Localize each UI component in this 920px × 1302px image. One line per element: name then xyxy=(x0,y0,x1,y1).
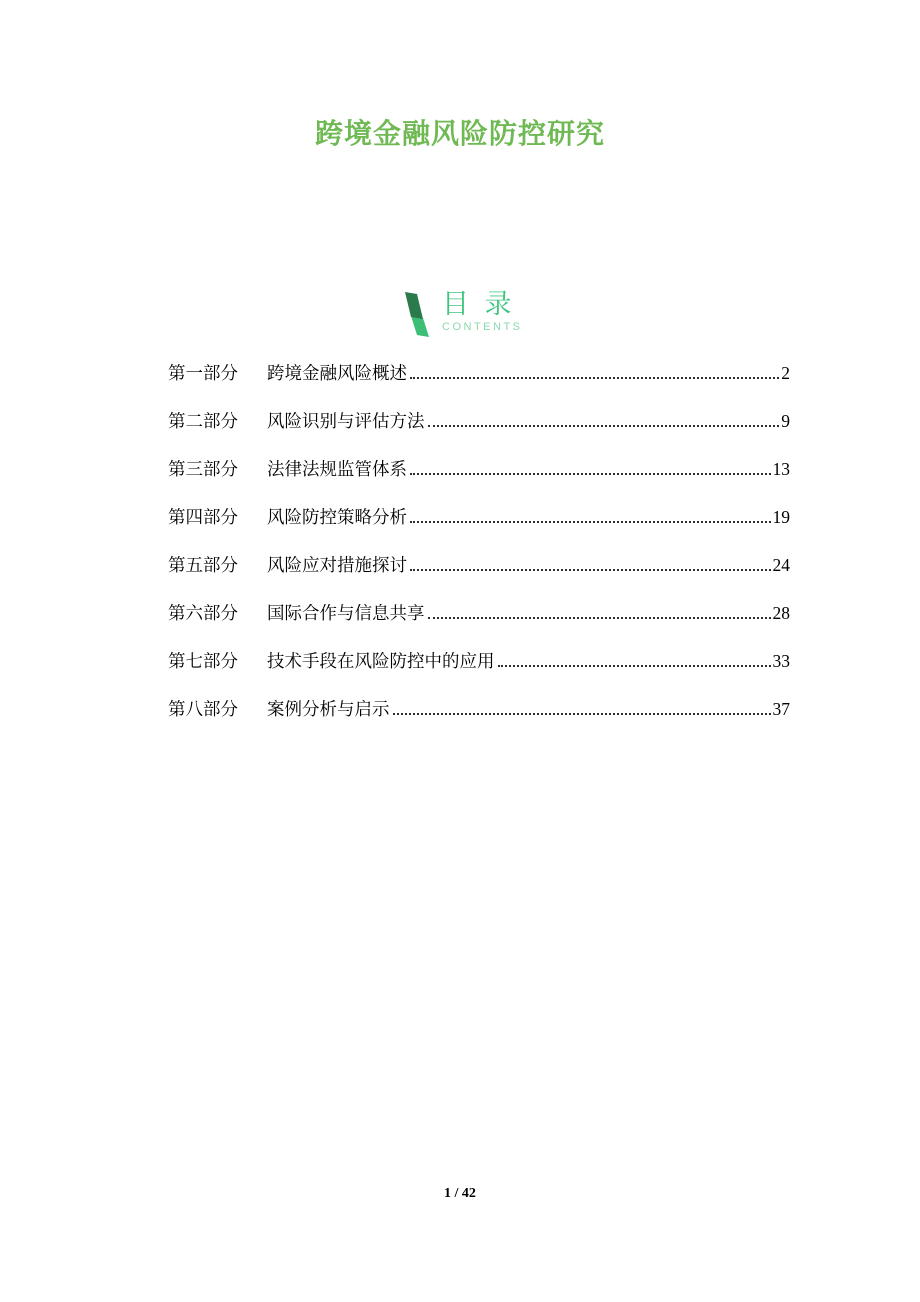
toc-heading: 目 录 xyxy=(442,289,516,319)
toc-dot-leader xyxy=(428,425,780,427)
toc-header-text xyxy=(442,289,523,333)
toc-entry[interactable] xyxy=(168,506,790,554)
toc-dot-leader xyxy=(428,617,771,619)
toc-page-number: 24 xyxy=(772,555,790,575)
toc-header xyxy=(404,289,523,339)
toc-dot-leader xyxy=(393,713,771,715)
toc-entry-title: 案例分析与启示 xyxy=(267,699,390,719)
toc-list xyxy=(168,362,790,746)
toc-dot-leader xyxy=(410,377,779,379)
toc-entry-title: 风险应对措施探讨 xyxy=(267,555,407,575)
toc-part-label: 第三部分 xyxy=(168,459,238,479)
toc-subheading: CONTENTS xyxy=(442,321,523,333)
toc-entry[interactable] xyxy=(168,410,790,458)
toc-page-number: 19 xyxy=(772,507,790,527)
toc-entry-title: 风险识别与评估方法 xyxy=(267,411,425,431)
toc-page-number: 9 xyxy=(781,411,790,431)
toc-page-number: 2 xyxy=(781,363,790,383)
toc-dot-leader xyxy=(410,569,771,571)
toc-entry[interactable] xyxy=(168,362,790,410)
toc-entry-title: 风险防控策略分析 xyxy=(267,507,407,527)
toc-part-label: 第六部分 xyxy=(168,603,238,623)
toc-entry-title: 国际合作与信息共享 xyxy=(267,603,425,623)
toc-part-label: 第一部分 xyxy=(168,363,238,383)
toc-entry[interactable] xyxy=(168,602,790,650)
toc-part-label: 第五部分 xyxy=(168,555,238,575)
toc-dot-leader xyxy=(498,665,771,667)
toc-part-label: 第四部分 xyxy=(168,507,238,527)
toc-entry[interactable] xyxy=(168,698,790,746)
toc-part-label: 第八部分 xyxy=(168,699,238,719)
toc-entry[interactable] xyxy=(168,650,790,698)
toc-page-number: 37 xyxy=(772,699,790,719)
toc-entry-title: 法律法规监管体系 xyxy=(267,459,407,479)
toc-entry-title: 跨境金融风险概述 xyxy=(267,363,407,383)
document-title: 跨境金融风险防控研究 xyxy=(314,118,605,149)
toc-page-number: 33 xyxy=(772,651,790,671)
page-number-indicator: 1 / 42 xyxy=(444,1186,476,1201)
toc-dot-leader xyxy=(410,521,771,523)
toc-part-label: 第七部分 xyxy=(168,651,238,671)
toc-entry[interactable] xyxy=(168,554,790,602)
toc-entry[interactable] xyxy=(168,458,790,506)
toc-part-label: 第二部分 xyxy=(168,411,238,431)
toc-dot-leader xyxy=(410,473,771,475)
toc-page-number: 28 xyxy=(772,603,790,623)
toc-entry-title: 技术手段在风险防控中的应用 xyxy=(267,651,495,671)
toc-page-number: 13 xyxy=(772,459,790,479)
green-slash-mark-icon xyxy=(404,292,430,339)
